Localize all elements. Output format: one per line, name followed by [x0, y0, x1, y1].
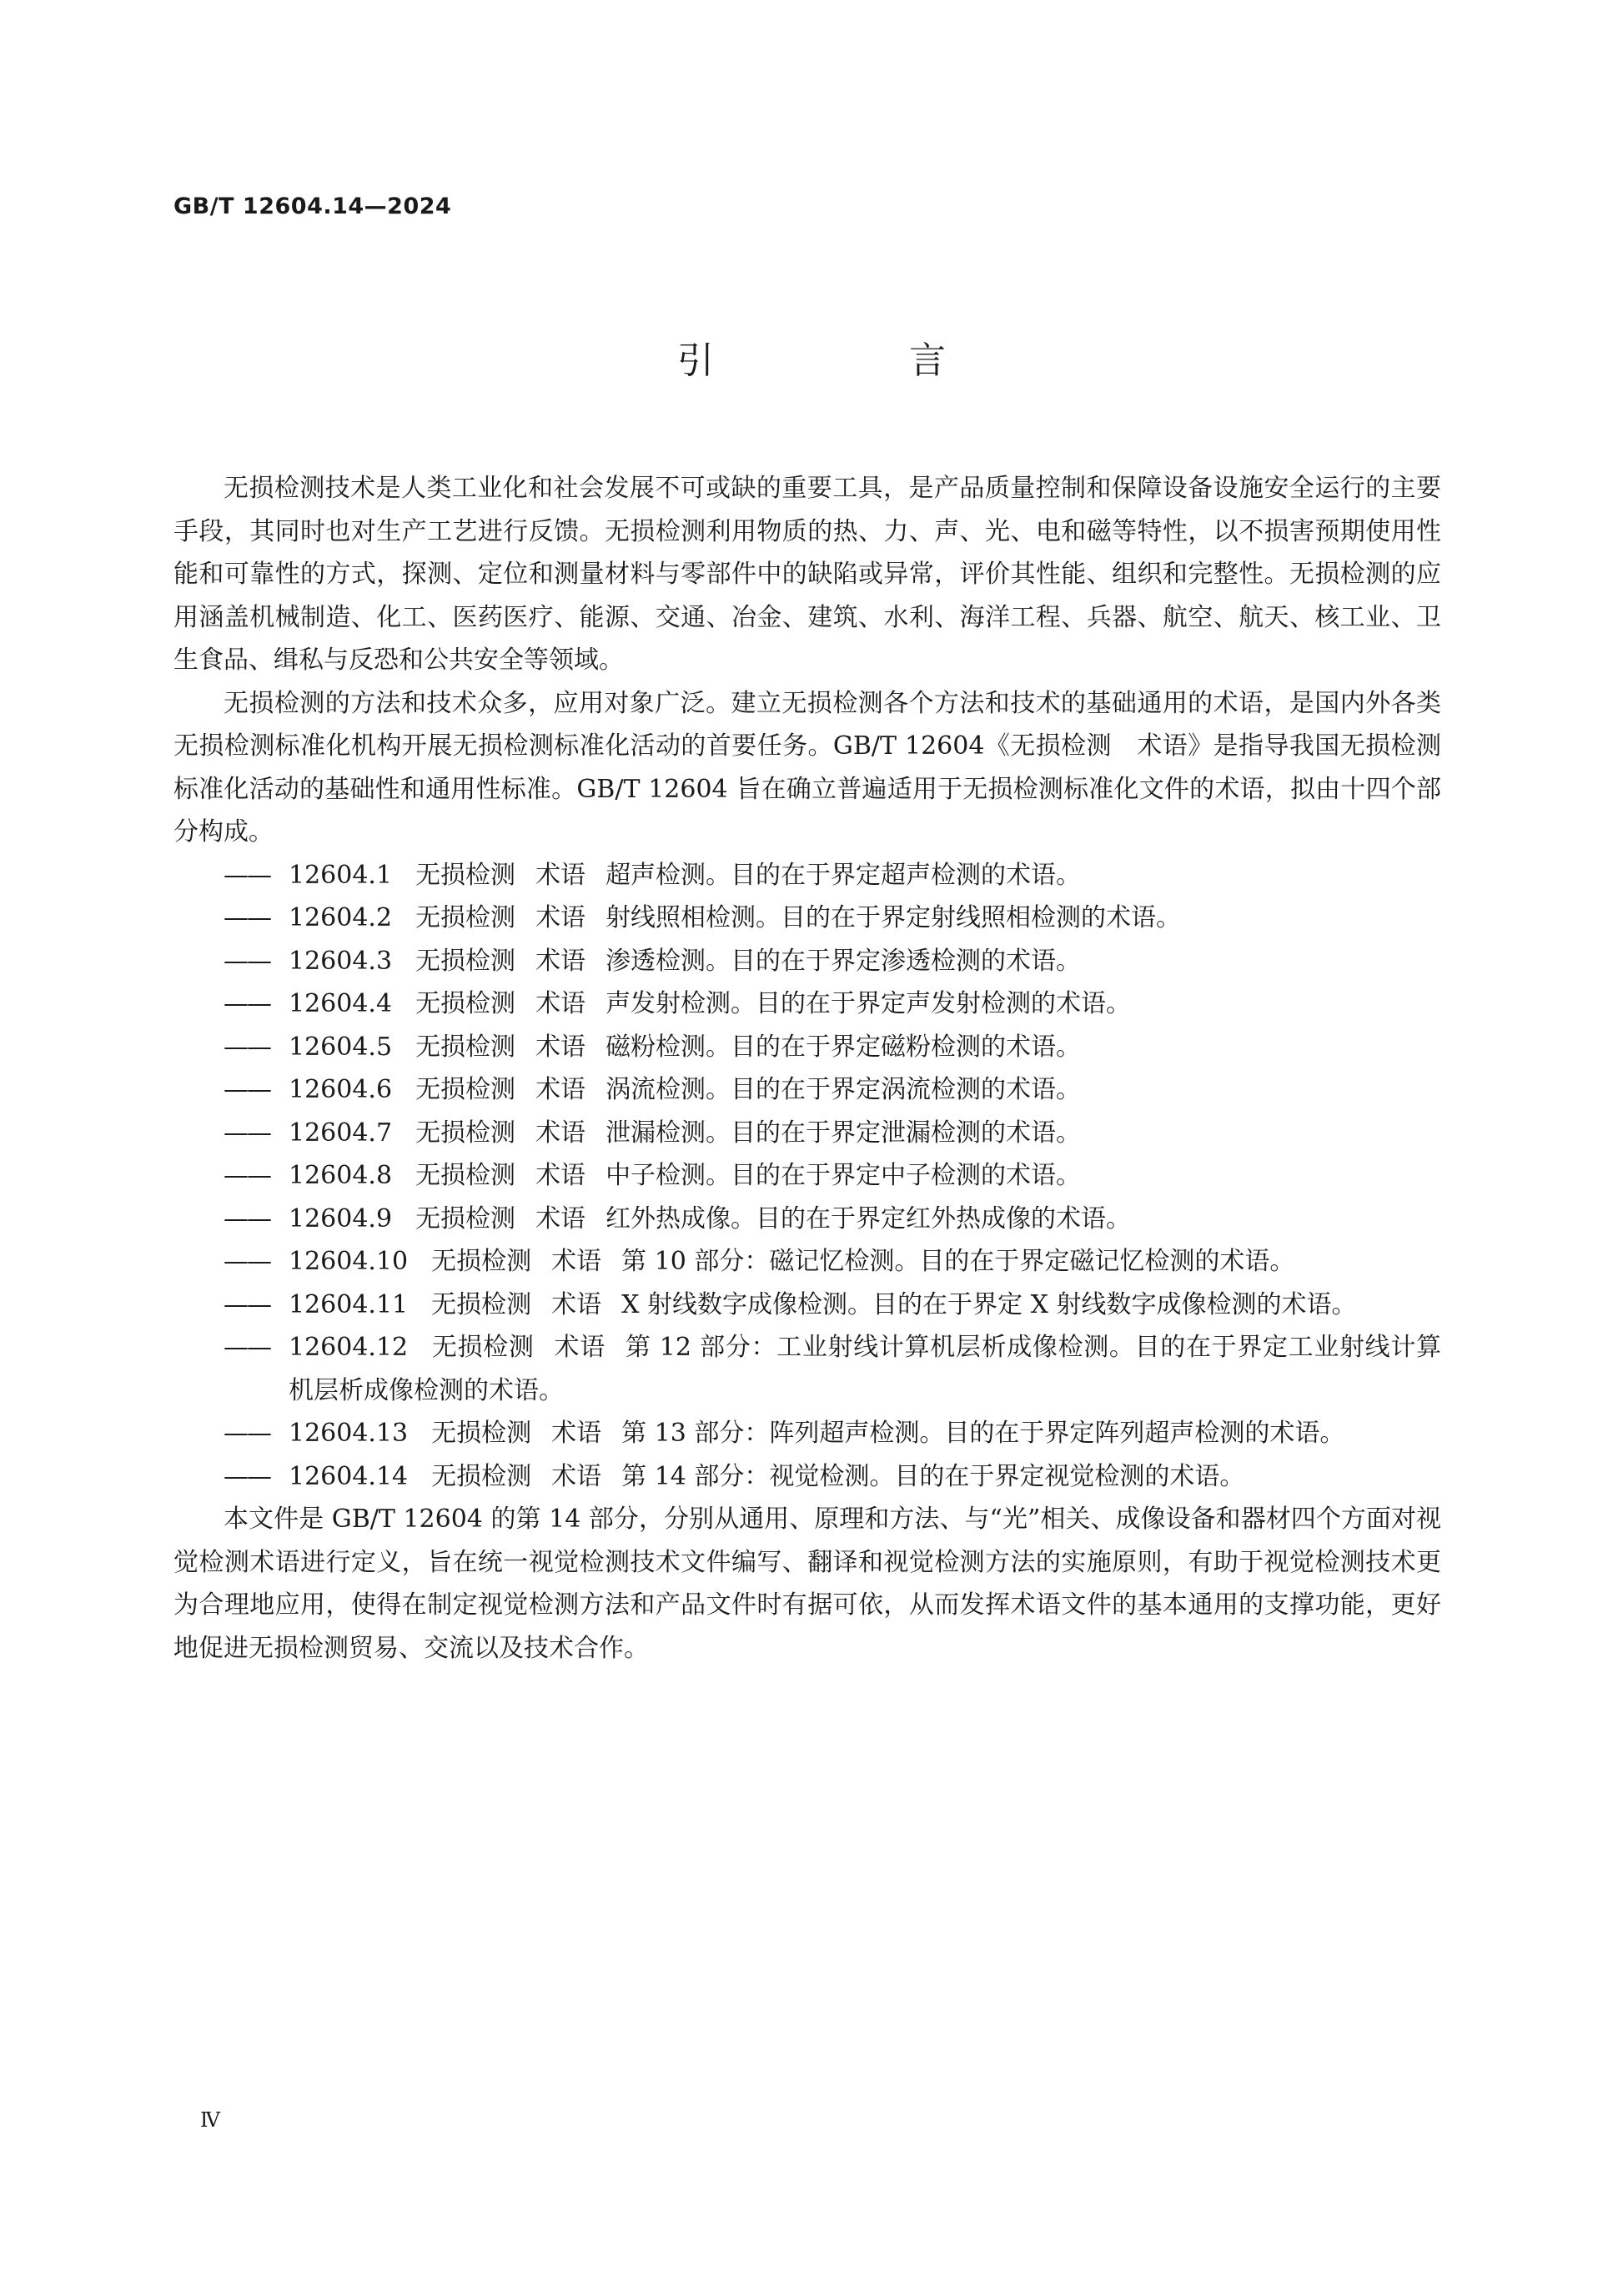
part-term-label: 术语 [535, 1161, 586, 1190]
part-description: 第 13 部分：阵列超声检测。目的在于界定阵列超声检测的术语。 [621, 1419, 1345, 1448]
part-term-label: 术语 [535, 860, 586, 890]
part-term-label: 术语 [554, 1333, 605, 1362]
list-dash: —— [224, 946, 270, 976]
part-term-label: 术语 [551, 1419, 602, 1448]
list-item [173, 1154, 1441, 1198]
page-number: Ⅳ [200, 2108, 220, 2132]
part-series-name: 无损检测 [415, 1032, 516, 1062]
list-item [173, 940, 1441, 983]
part-description: X 射线数字成像检测。目的在于界定 X 射线数字成像检测的术语。 [621, 1289, 1357, 1319]
part-series-name: 无损检测 [415, 1075, 516, 1104]
part-description: 第 10 部分：磁记忆检测。目的在于界定磁记忆检测的术语。 [621, 1247, 1295, 1276]
list-dash: —— [224, 1032, 270, 1062]
part-series-name: 无损检测 [431, 1247, 532, 1276]
part-code: 12604.3 [289, 946, 393, 976]
list-dash: —— [224, 1118, 270, 1148]
part-series-name: 无损检测 [415, 903, 516, 932]
list-dash: —— [224, 989, 270, 1018]
part-description: 红外热成像。目的在于界定红外热成像的术语。 [605, 1203, 1132, 1233]
list-item [173, 1455, 1441, 1499]
part-description: 第 14 部分：视觉检测。目的在于界定视觉检测的术语。 [621, 1461, 1245, 1491]
part-code: 12604.14 [289, 1461, 409, 1491]
part-series-name: 无损检测 [431, 1461, 532, 1491]
parts-list [173, 854, 1441, 1499]
list-item [173, 854, 1441, 897]
part-term-label: 术语 [535, 1203, 586, 1233]
part-code: 12604.10 [289, 1247, 409, 1276]
list-dash: —— [224, 1075, 270, 1104]
part-code: 12604.8 [289, 1161, 393, 1190]
list-item [173, 1068, 1441, 1112]
list-item [173, 897, 1441, 940]
part-series-name: 无损检测 [415, 860, 516, 890]
section-title: 引 言 [677, 339, 1038, 382]
part-description: 中子检测。目的在于界定中子检测的术语。 [605, 1161, 1082, 1190]
part-description: 渗透检测。目的在于界定渗透检测的术语。 [605, 946, 1082, 976]
list-item [173, 1112, 1441, 1155]
part-description: 超声检测。目的在于界定超声检测的术语。 [605, 860, 1082, 890]
part-series-name: 无损检测 [415, 989, 516, 1018]
part-code: 12604.6 [289, 1075, 393, 1104]
part-code: 12604.11 [289, 1289, 409, 1319]
part-code: 12604.5 [289, 1032, 393, 1062]
part-description: 涡流检测。目的在于界定涡流检测的术语。 [605, 1075, 1082, 1104]
part-series-name: 无损检测 [415, 946, 516, 976]
part-code: 12604.13 [289, 1419, 409, 1448]
document-body [173, 467, 1441, 1670]
list-dash: —— [224, 1247, 270, 1276]
part-term-label: 术语 [535, 903, 586, 932]
part-code: 12604.7 [289, 1118, 393, 1148]
list-dash: —— [224, 860, 270, 890]
list-item [173, 1198, 1441, 1241]
part-code: 12604.1 [289, 860, 393, 890]
part-series-name: 无损检测 [431, 1333, 535, 1362]
part-description: 射线照相检测。目的在于界定射线照相检测的术语。 [605, 903, 1182, 932]
list-item [173, 1026, 1441, 1069]
list-item [173, 1326, 1441, 1412]
list-dash: —— [224, 1333, 270, 1362]
list-dash: —— [224, 1419, 270, 1448]
part-code: 12604.2 [289, 903, 393, 932]
paragraph-closing: 本文件是 GB/T 12604 的第 14 部分，分别从通用、原理和方法、与“光”相关、成像设备和器材四个方面对视觉检测术语进行定义，旨在统一视觉检测技术文件编写、翻译和视觉检测方法的实施原则，有助于视觉检测技术更为合理地应用，使得在制定视觉检测方法和产品文件时有据可依，从而发挥术语文件的基本通用的支撑功能，更好地促进无损检测贸易、交流以及技术合作。 [173, 1505, 1441, 1663]
part-term-label: 术语 [551, 1289, 602, 1319]
paragraph-methods: 无损检测的方法和技术众多，应用对象广泛。建立无损检测各个方法和技术的基础通用的术语，是国内外各类无损检测标准化机构开展无损检测标准化活动的首要任务。GB/T 12604《无损检测 术语》是指导我国无损检测标准化活动的基础性和通用性标准。GB/T 12604 旨在确立普遍适用于无损检测标准化文件的术语，拟由十四个部分构成。 [173, 688, 1441, 847]
part-code: 12604.9 [289, 1203, 393, 1233]
part-term-label: 术语 [535, 989, 586, 1018]
part-term-label: 术语 [535, 1118, 586, 1148]
part-description: 声发射检测。目的在于界定声发射检测的术语。 [605, 989, 1132, 1018]
list-item [173, 1412, 1441, 1455]
list-dash: —— [224, 1289, 270, 1319]
list-dash: —— [224, 1161, 270, 1190]
part-term-label: 术语 [551, 1461, 602, 1491]
part-series-name: 无损检测 [415, 1118, 516, 1148]
part-description: 磁粉检测。目的在于界定磁粉检测的术语。 [605, 1032, 1082, 1062]
list-dash: —— [224, 903, 270, 932]
part-term-label: 术语 [535, 1032, 586, 1062]
list-dash: —— [224, 1461, 270, 1491]
part-series-name: 无损检测 [431, 1289, 532, 1319]
list-item [173, 1284, 1441, 1327]
paragraph-intro: 无损检测技术是人类工业化和社会发展不可或缺的重要工具，是产品质量控制和保障设备设施安全运行的主要手段，其同时也对生产工艺进行反馈。无损检测利用物质的热、力、声、光、电和磁等特性，以不损害预期使用性能和可靠性的方式，探测、定位和测量材料与零部件中的缺陷或异常，评价其性能、组织和完整性。无损检测的应用涵盖机械制造、化工、医药医疗、能源、交通、冶金、建筑、水利、海洋工程、兵器、航空、航天、核工业、卫生食品、缉私与反恐和公共安全等领域。 [173, 474, 1441, 675]
part-series-name: 无损检测 [415, 1161, 516, 1190]
part-term-label: 术语 [535, 1075, 586, 1104]
part-code: 12604.4 [289, 989, 393, 1018]
part-term-label: 术语 [551, 1247, 602, 1276]
document-code: GB/T 12604.14—2024 [173, 193, 452, 219]
part-series-name: 无损检测 [431, 1419, 532, 1448]
list-item [173, 1240, 1441, 1284]
list-dash: —— [224, 1203, 270, 1233]
part-description: 泄漏检测。目的在于界定泄漏检测的术语。 [605, 1118, 1082, 1148]
part-series-name: 无损检测 [415, 1203, 516, 1233]
part-description: 第 12 部分：工业射线计算机层析成像检测。目的在于界定工业射线计算机层析成像检测的术语。 [289, 1333, 1442, 1405]
part-code: 12604.12 [289, 1333, 409, 1362]
part-term-label: 术语 [535, 946, 586, 976]
list-item [173, 982, 1441, 1026]
